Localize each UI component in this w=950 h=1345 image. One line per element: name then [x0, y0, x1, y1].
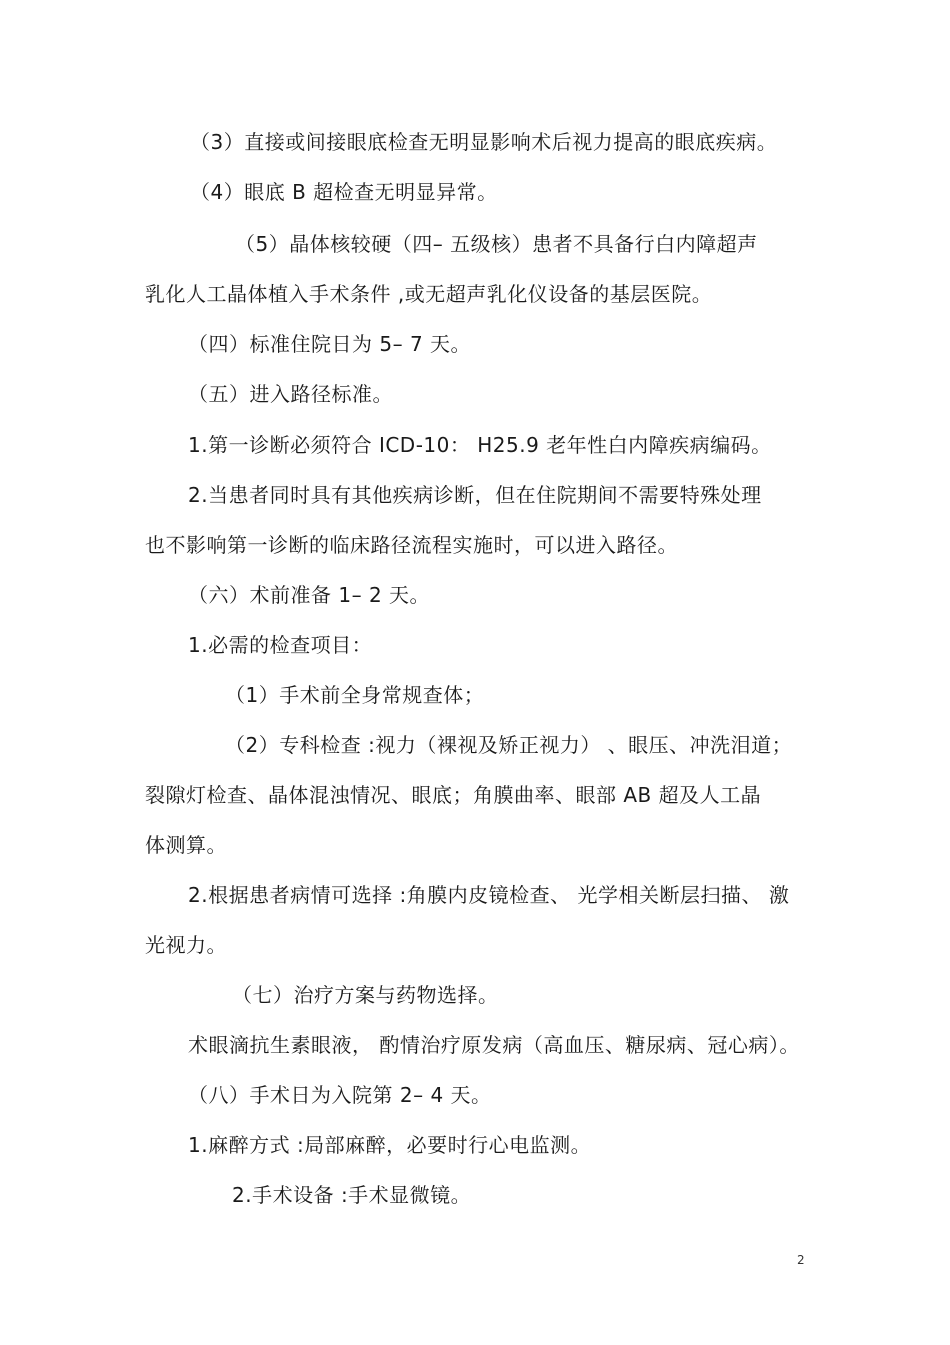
text-line-21: 1.麻醉方式 :局部麻醉，必要时行心电监测。 — [188, 1133, 592, 1157]
page-number: 2 — [797, 1253, 805, 1267]
text-line-8: 2.当患者同时具有其他疾病诊断，但在住院期间不需要特殊处理 — [188, 483, 762, 507]
text-line-7: 1.第一诊断必须符合 ICD-10： H25.9 老年性白内障疾病编码。 — [188, 433, 772, 457]
text-line-16: 2.根据患者病情可选择 :角膜内皮镜检查、 光学相关断层扫描、 激 — [188, 883, 790, 907]
text-line-18: （七）治疗方案与药物选择。 — [232, 983, 499, 1007]
text-line-12: （1）手术前全身常规查体； — [225, 683, 485, 707]
text-line-3: （5）晶体核较硬（四– 五级核）患者不具备行白内障超声 — [235, 232, 758, 256]
text-line-6: （五）进入路径标准。 — [188, 382, 393, 406]
text-line-10: （六）术前准备 1– 2 天。 — [188, 583, 431, 607]
text-line-13: （2）专科检查 :视力（裸视及矫正视力） 、眼压、冲洗泪道； — [225, 733, 793, 757]
text-line-15: 体测算。 — [145, 833, 227, 857]
text-line-5: （四）标准住院日为 5– 7 天。 — [188, 332, 472, 356]
text-line-17: 光视力。 — [145, 933, 227, 957]
text-line-14: 裂隙灯检查、晶体混浊情况、眼底；角膜曲率、眼部 AB 超及人工晶 — [145, 783, 762, 807]
text-line-20: （八）手术日为入院第 2– 4 天。 — [188, 1083, 492, 1107]
text-line-4: 乳化人工晶体植入手术条件 ,或无超声乳化仪设备的基层医院。 — [145, 282, 713, 306]
text-line-9: 也不影响第一诊断的临床路径流程实施时，可以进入路径。 — [145, 533, 678, 557]
text-line-11: 1.必需的检查项目： — [188, 633, 373, 657]
text-line-2: （4）眼底 B 超检查无明显异常。 — [190, 180, 498, 204]
text-line-19: 术眼滴抗生素眼液， 酌情治疗原发病（高血压、糖尿病、冠心病）。 — [188, 1033, 800, 1057]
text-line-1: （3）直接或间接眼底检查无明显影响术后视力提高的眼底疾病。 — [190, 130, 778, 154]
text-line-22: 2.手术设备 :手术显微镜。 — [232, 1183, 472, 1207]
